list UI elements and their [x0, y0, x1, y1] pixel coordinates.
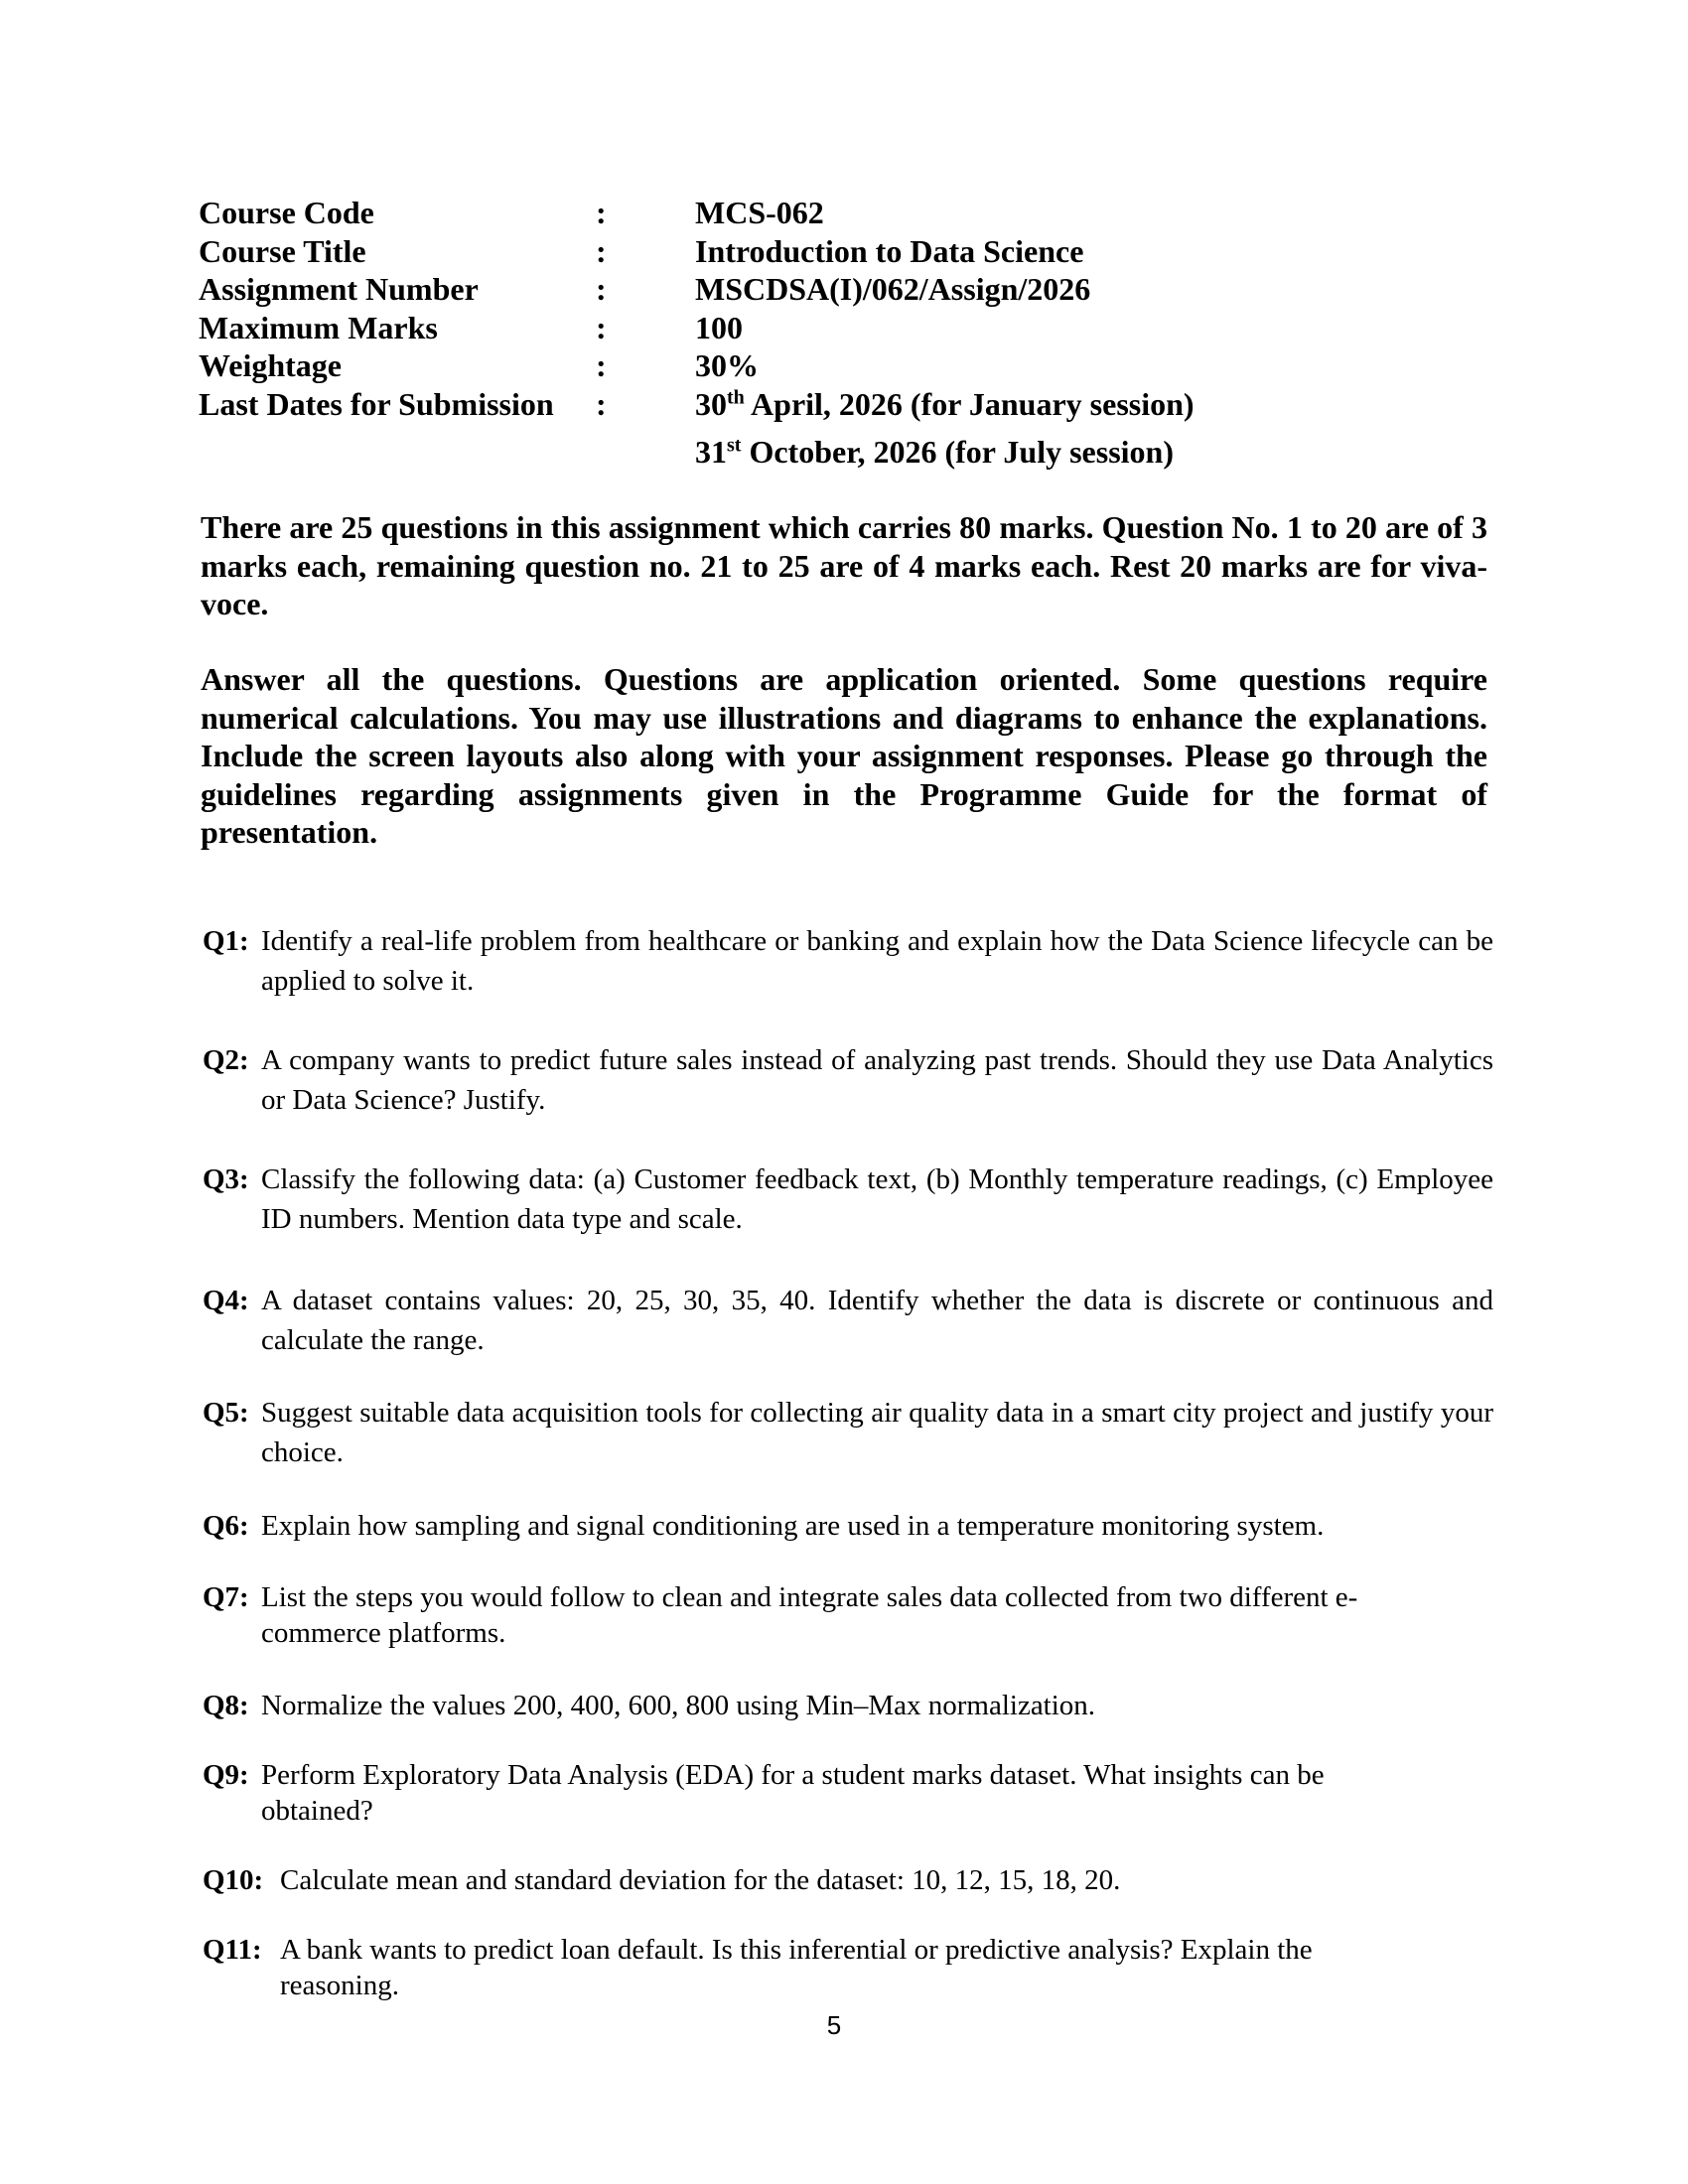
- question-text: Perform Exploratory Data Analysis (EDA) for a student marks dataset. What insights can be obtained?: [261, 1759, 1325, 1827]
- info-label: Maximum Marks: [199, 309, 438, 345]
- question-text: List the steps you would follow to clean and integrate sales data collected from two different e-commerce platforms.: [261, 1581, 1358, 1649]
- question-text: A dataset contains values: 20, 25, 30, 35, 40. Identify whether the data is discrete or continuous and calculate the range.: [261, 1285, 1493, 1356]
- question-number: Q9:: [203, 1759, 249, 1791]
- info-value: Introduction to Data Science: [695, 232, 1084, 269]
- question-number: Q11:: [203, 1934, 262, 1966]
- question-item: [203, 1040, 1493, 1120]
- info-colon: :: [596, 195, 607, 230]
- question-item: [203, 1579, 1439, 1651]
- date-day: 30: [695, 385, 727, 422]
- question-text: Calculate mean and standard deviation for the dataset: 10, 12, 15, 18, 20.: [280, 1864, 1121, 1896]
- date-day: 31: [695, 433, 727, 470]
- question-number: Q1:: [203, 925, 249, 957]
- info-row-last-dates-july: [199, 434, 1489, 478]
- info-colon: :: [596, 385, 607, 422]
- question-text: Explain how sampling and signal conditioning are used in a temperature monitoring system.: [261, 1510, 1325, 1542]
- question-text: A company wants to predict future sales instead of analyzing past trends. Should they use Data Analytics or Data Science? Justify.: [261, 1044, 1493, 1116]
- info-value: 30%: [695, 347, 759, 383]
- submission-date-january: [695, 386, 1489, 423]
- info-value: MSCDSA(I)/062/Assign/2026: [695, 271, 1091, 307]
- info-label: Assignment Number: [199, 271, 479, 307]
- question-item: [203, 1281, 1493, 1360]
- question-number: Q2:: [203, 1044, 249, 1076]
- info-colon: :: [596, 271, 607, 307]
- info-row-course-title: [199, 233, 1489, 272]
- question-item: [203, 1932, 1394, 2003]
- question-number: Q10:: [203, 1864, 264, 1896]
- question-text: Suggest suitable data acquisition tools for collecting air quality data in a smart city project and justify your choice.: [261, 1397, 1493, 1468]
- question-item: [203, 1393, 1493, 1472]
- info-row-weightage: [199, 347, 1489, 386]
- date-rest: October, 2026 (for July session): [741, 433, 1174, 470]
- question-number: Q7:: [203, 1581, 249, 1613]
- info-row-last-dates: [199, 386, 1489, 430]
- date-rest: April, 2026 (for January session): [744, 385, 1195, 422]
- info-row-assignment-number: [199, 271, 1489, 310]
- question-item: [203, 1686, 1493, 1725]
- question-text: A bank wants to predict loan default. Is this inferential or predictive analysis? Explain the reasoning.: [280, 1934, 1313, 2001]
- date-suffix: st: [727, 433, 742, 456]
- question-text: Normalize the values 200, 400, 600, 800 using Min–Max normalization.: [261, 1690, 1096, 1721]
- info-colon: :: [596, 347, 607, 383]
- info-value: 100: [695, 309, 743, 345]
- date-suffix: th: [727, 385, 745, 408]
- info-value: MCS-062: [695, 195, 824, 230]
- info-label: Course Title: [199, 232, 366, 269]
- question-number: Q8:: [203, 1690, 249, 1721]
- question-item: [203, 1757, 1394, 1829]
- answer-instructions: Answer all the questions. Questions are application oriented. Some questions require numerical calculations. You may use illustrations and diagrams to enhance the explanations. Include the screen layouts also along with your assignment responses. Please go through the guidelines regarding assignments given in the Programme Guide for the format of presentation.: [201, 661, 1487, 850]
- question-item: [203, 1160, 1493, 1239]
- question-number: Q4:: [203, 1285, 249, 1316]
- submission-date-july: [695, 434, 1489, 471]
- info-row-maximum-marks: [199, 310, 1489, 348]
- question-number: Q3:: [203, 1163, 249, 1195]
- info-colon: :: [596, 309, 607, 345]
- assignment-info-table: [199, 195, 1489, 478]
- info-label: Last Dates for Submission: [199, 385, 554, 422]
- question-number: Q6:: [203, 1510, 249, 1542]
- info-colon: :: [596, 232, 607, 269]
- info-label: Course Code: [199, 195, 374, 230]
- marks-instructions: There are 25 questions in this assignment which carries 80 marks. Question No. 1 to 20 are of 3 marks each, remaining question no. 21 to 25 are of 4 marks each. Rest 20 marks are for viva-voce.: [201, 509, 1487, 621]
- info-label: Weightage: [199, 347, 342, 383]
- question-number: Q5:: [203, 1397, 249, 1429]
- info-row-course-code: [199, 195, 1489, 233]
- page-number: 5: [826, 2010, 842, 2040]
- question-text: Classify the following data: (a) Customer feedback text, (b) Monthly temperature readings, (c) Employee ID numbers. Mention data type and scale.: [261, 1163, 1493, 1235]
- question-item: [203, 1860, 1493, 1900]
- question-item: [203, 1506, 1493, 1546]
- question-text: Identify a real-life problem from healthcare or banking and explain how the Data Science lifecycle can be applied to solve it.: [261, 925, 1493, 997]
- question-item: [203, 921, 1493, 1001]
